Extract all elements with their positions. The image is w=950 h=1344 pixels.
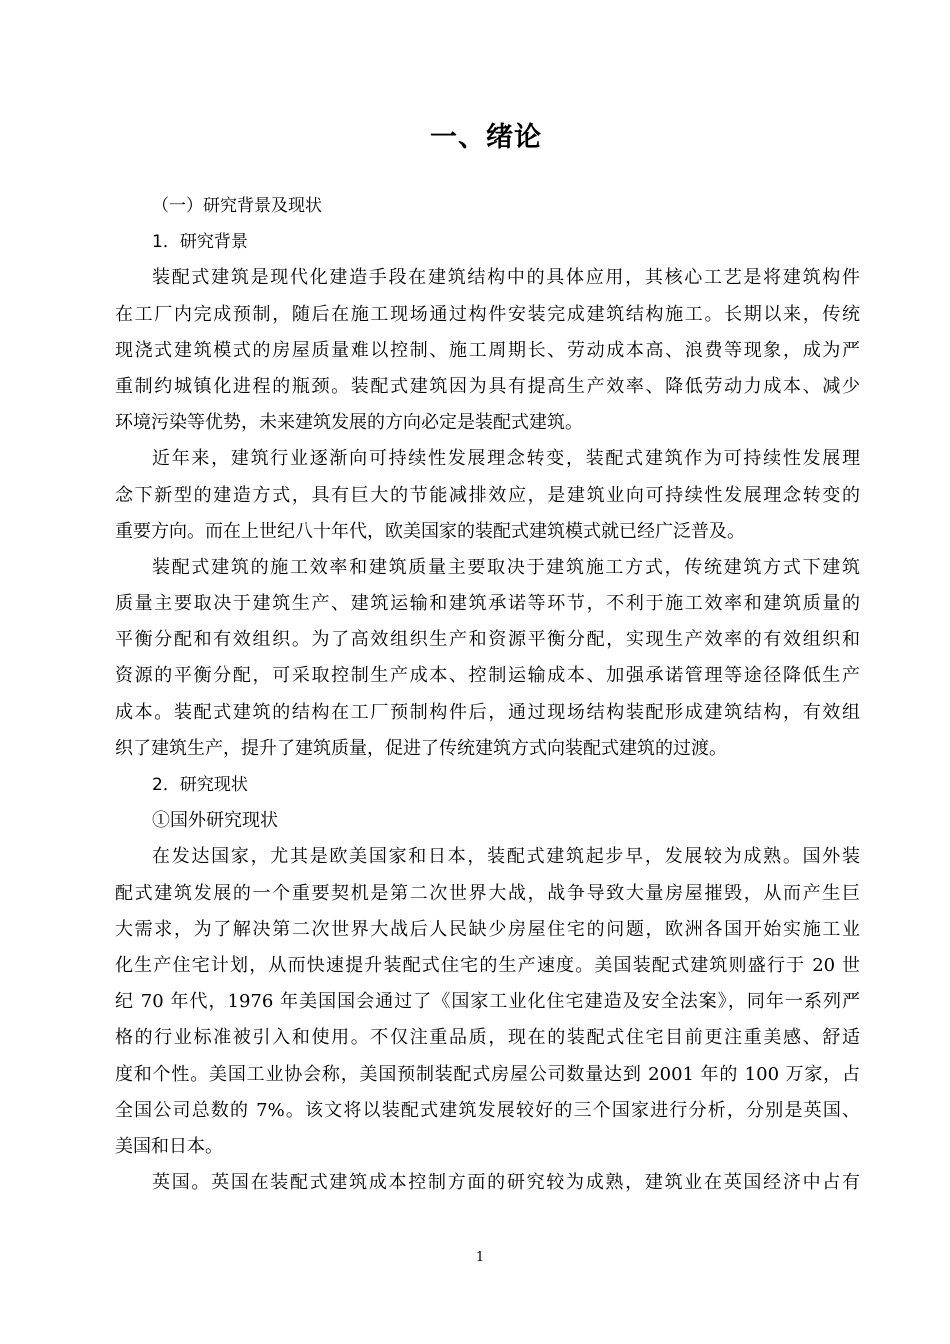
subsection-heading-status: 2．研究现状: [152, 775, 248, 795]
paragraph-foreign-status: [115, 839, 860, 1165]
paragraph-line: 织了建筑生产，提升了建筑质量，促进了传统建筑方式向装配式建筑的过渡。: [115, 737, 727, 759]
subsection-heading-background: 1．研究背景: [152, 232, 248, 253]
paragraph-line: 配式建筑发展的一个重要契机是第二次世界大战，战争导致大量房屋摧毁，从而产生巨: [115, 882, 860, 904]
paragraph-line: 成本。装配式建筑的结构在工厂预制构件后，通过现场结构装配形成建筑结构，有效组: [115, 701, 860, 723]
paragraph-line: 纪 70 年代，1976 年美国国会通过了《国家工业化住宅建造及安全法案》，同年一系列严: [115, 991, 860, 1013]
paragraph-background-3: [115, 550, 860, 767]
paragraph-background-1: [115, 260, 860, 441]
paragraph-line: 重制约城镇化进程的瓶颈。装配式建筑因为具有提高生产效率、降低劳动力成本、减少: [115, 375, 860, 397]
paragraph-uk: [115, 1165, 860, 1201]
paragraph-line: 大需求，为了解决第二次世界大战后人民缺少房屋住宅的问题，欧洲各国开始实施工业: [115, 918, 860, 940]
paragraph-background-2: [115, 441, 860, 550]
paragraph-line: 念下新型的建造方式，具有巨大的节能减排效应，是建筑业向可持续性发展理念转变的: [115, 484, 860, 506]
paragraph-line: 全国公司总数的 7%。该文将以装配式建筑发展较好的三个国家进行分析，分别是英国、: [115, 1099, 860, 1121]
page-number: 1: [475, 1250, 485, 1265]
paragraph-line: 现浇式建筑模式的房屋质量难以控制、施工周期长、劳动成本高、浪费等现象，成为严: [115, 339, 860, 361]
subsubsection-heading-foreign: ①国外研究现状: [152, 810, 278, 832]
paragraph-line: 质量主要取决于建筑生产、建筑运输和建筑承诺等环节，不利于施工效率和建筑质量的: [115, 593, 860, 615]
paragraph-line: 格的行业标准被引入和使用。不仅注重品质，现在的装配式住宅目前更注重美感、舒适: [115, 1027, 860, 1049]
paragraph-line: 装配式建筑是现代化建造手段在建筑结构中的具体应用，其核心工艺是将建筑构件: [152, 267, 860, 289]
paragraph-line: 度和个性。美国工业协会称，美国预制装配式房屋公司数量达到 2001 年的 100 万家，占: [115, 1063, 860, 1085]
paragraph-line: 在发达国家，尤其是欧美国家和日本，装配式建筑起步早，发展较为成熟。国外装: [152, 846, 860, 868]
paragraph-line: 平衡分配和有效组织。为了高效组织生产和资源平衡分配，实现生产效率的有效组织和: [115, 629, 860, 651]
paragraph-line: 化生产住宅计划，从而快速提升装配式住宅的生产速度。美国装配式建筑则盛行于 20 世: [115, 954, 860, 976]
paragraph-line: 英国。英国在装配式建筑成本控制方面的研究较为成熟，建筑业在英国经济中占有: [152, 1172, 860, 1194]
paragraph-line: 装配式建筑的施工效率和建筑质量主要取决于建筑施工方式，传统建筑方式下建筑: [152, 556, 860, 578]
paragraph-line: 重要方向。而在上世纪八十年代，欧美国家的装配式建筑模式就已经广泛普及。: [115, 520, 745, 542]
section-heading: （一）研究背景及现状: [152, 196, 322, 216]
paragraph-line: 美国和日本。: [115, 1135, 223, 1157]
paragraph-line: 资源的平衡分配，可采取控制生产成本、控制运输成本、加强承诺管理等途径降低生产: [115, 665, 860, 687]
paragraph-line: 环境污染等优势，未来建筑发展的方向必定是装配式建筑。: [115, 412, 583, 434]
chapter-title: 一、绪论: [430, 122, 542, 153]
paragraph-line: 在工厂内完成预制，随后在施工现场通过构件安装完成建筑结构施工。长期以来，传统: [115, 303, 860, 325]
document-body: [115, 188, 860, 1201]
paragraph-line: 近年来，建筑行业逐渐向可持续性发展理念转变，装配式建筑作为可持续性发展理: [152, 448, 860, 470]
